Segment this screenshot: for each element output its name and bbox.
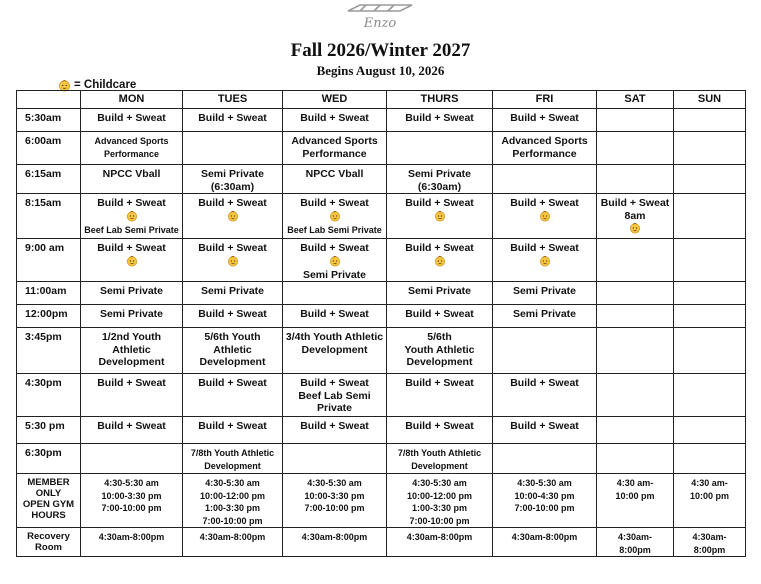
schedule-row	[17, 374, 746, 417]
class-label: Semi Private	[200, 285, 265, 297]
class-cell	[674, 417, 746, 444]
class-label: Beef Lab Semi Private	[287, 224, 382, 235]
class-label: Development	[199, 356, 266, 368]
class-label: 4:30-5:30 am	[205, 478, 260, 488]
class-cell	[81, 444, 183, 474]
class-cell	[387, 305, 493, 328]
schedule-row	[17, 444, 746, 474]
class-cell	[674, 165, 746, 194]
schedule-row	[17, 282, 746, 305]
day-header: SUN	[674, 91, 746, 109]
class-cell	[387, 109, 493, 132]
class-label: Semi Private	[512, 285, 577, 297]
time-label: 11:00am	[25, 285, 67, 297]
class-label: Development	[301, 343, 368, 356]
class-label: (6:30am)	[417, 180, 462, 193]
class-cell	[597, 132, 674, 165]
class-label: Build + Sweat	[198, 420, 267, 432]
class-label: 8:00pm	[693, 544, 726, 555]
class-cell	[674, 282, 746, 305]
class-cell	[493, 239, 597, 282]
day-header: FRI	[493, 91, 597, 109]
childcare-baby-icon	[389, 255, 490, 269]
class-label: Semi Private	[407, 168, 472, 180]
class-label: Advanced Sports	[291, 135, 378, 147]
class-cell	[183, 328, 283, 374]
time-label: 5:30am	[25, 112, 62, 124]
class-cell	[493, 109, 597, 132]
class-cell	[493, 374, 597, 417]
childcare-baby-icon	[599, 222, 671, 236]
class-cell	[283, 165, 387, 194]
class-label: 4:30-5:30 am	[517, 478, 572, 488]
class-label: Build + Sweat	[300, 420, 369, 432]
class-label: Development	[406, 356, 473, 368]
class-cell	[597, 109, 674, 132]
schedule-row	[17, 194, 746, 239]
schedule-row	[17, 528, 746, 557]
childcare-baby-icon	[495, 255, 594, 269]
class-label: Advanced Sports	[501, 135, 588, 147]
time-cell	[17, 444, 81, 474]
class-label: Build + Sweat	[405, 420, 474, 432]
class-cell	[183, 165, 283, 194]
time-cell	[17, 305, 81, 328]
time-label: 6:30pm	[25, 447, 62, 459]
class-label: 1:00-3:30 pm	[204, 503, 261, 513]
class-cell	[283, 194, 387, 239]
class-cell	[283, 239, 387, 282]
class-label: Build + Sweat	[97, 242, 166, 254]
schedule-row	[17, 417, 746, 444]
class-cell	[674, 528, 746, 557]
class-cell	[597, 305, 674, 328]
logo-script-text: Enzo	[363, 16, 397, 31]
class-cell	[81, 328, 183, 374]
class-cell	[387, 417, 493, 444]
class-cell	[183, 109, 283, 132]
time-label: 3:45pm	[25, 331, 62, 343]
class-cell	[674, 194, 746, 239]
class-cell	[81, 132, 183, 165]
time-cell	[17, 417, 81, 444]
time-label: 4:30pm	[25, 377, 62, 389]
class-label: Build + Sweat	[510, 377, 579, 389]
class-label: Private	[316, 402, 353, 414]
class-label: 4:30-5:30 am	[412, 478, 467, 488]
schedule-title: Fall 2026/Winter 2027	[290, 40, 471, 61]
class-cell	[81, 165, 183, 194]
schedule-row	[17, 239, 746, 282]
class-label: Build + Sweat	[510, 420, 579, 432]
class-cell	[81, 282, 183, 305]
class-label: 4:30am-8:00pm	[199, 532, 266, 542]
childcare-baby-icon	[495, 210, 594, 224]
class-cell	[183, 474, 283, 528]
class-cell	[597, 374, 674, 417]
class-label: Semi Private	[99, 308, 164, 320]
class-cell	[387, 444, 493, 474]
class-label: 10:00-4:30 pm	[514, 490, 575, 501]
time-label: 5:30 pm	[25, 420, 65, 432]
class-cell	[81, 417, 183, 444]
class-cell	[597, 528, 674, 557]
time-label: 12:00pm	[25, 308, 68, 320]
class-cell	[387, 474, 493, 528]
class-label: 7/8th Youth Athletic	[397, 448, 482, 458]
class-label: Athletic	[112, 343, 151, 356]
class-label: 7:00-10:00 pm	[514, 503, 575, 513]
schedule-row	[17, 165, 746, 194]
time-label: 8:15am	[25, 197, 62, 209]
class-label: Semi Private	[512, 308, 577, 320]
class-label: 4:30-5:30 am	[104, 478, 159, 488]
class-cell	[283, 132, 387, 165]
class-label: 4:30am-8:00pm	[301, 532, 368, 542]
class-cell	[387, 282, 493, 305]
class-label: Build + Sweat	[405, 242, 474, 254]
class-label: Build + Sweat	[198, 377, 267, 389]
class-cell	[387, 194, 493, 239]
class-label: 7:00-10:00 pm	[304, 503, 365, 513]
class-label: Build + Sweat	[300, 377, 369, 389]
class-cell	[183, 282, 283, 305]
class-cell	[674, 474, 746, 528]
day-header: SAT	[597, 91, 674, 109]
class-label: Youth Athletic	[404, 343, 475, 356]
class-label: Build + Sweat	[198, 308, 267, 320]
class-label: Build + Sweat	[510, 242, 579, 254]
class-cell	[493, 194, 597, 239]
class-label: Build + Sweat	[300, 112, 369, 124]
class-cell	[183, 194, 283, 239]
class-label: Build + Sweat	[405, 112, 474, 124]
class-label: Development	[98, 356, 165, 368]
class-label: 10:00 pm	[689, 490, 730, 501]
class-cell	[597, 444, 674, 474]
class-cell	[674, 305, 746, 328]
class-cell	[283, 474, 387, 528]
class-cell	[493, 132, 597, 165]
childcare-baby-icon	[185, 255, 280, 269]
class-cell	[493, 528, 597, 557]
class-label: Performance	[302, 147, 367, 160]
class-label: 7/8th Youth Athletic	[190, 448, 275, 458]
class-label: 10:00-3:30 pm	[101, 490, 162, 501]
class-cell	[81, 109, 183, 132]
time-label: MEMBER	[27, 477, 70, 488]
class-cell	[597, 239, 674, 282]
time-cell	[17, 282, 81, 305]
time-cell	[17, 374, 81, 417]
class-label: 4:30 am-	[691, 478, 728, 488]
class-label: 1:00-3:30 pm	[411, 503, 468, 513]
class-cell	[387, 328, 493, 374]
class-cell	[674, 109, 746, 132]
time-cell	[17, 165, 81, 194]
class-label: 10:00 pm	[615, 490, 655, 501]
time-cell	[17, 328, 81, 374]
class-cell	[387, 239, 493, 282]
time-label: ONLY	[35, 488, 62, 499]
class-label: Build + Sweat	[510, 112, 579, 124]
class-label: 5/6th Youth	[204, 331, 261, 343]
class-cell	[597, 474, 674, 528]
time-cell	[17, 194, 81, 239]
class-cell	[81, 474, 183, 528]
class-cell	[493, 328, 597, 374]
class-label: Build + Sweat	[97, 420, 166, 432]
class-label: 4:30am-8:00pm	[511, 532, 578, 542]
time-cell	[17, 474, 81, 528]
time-label: 9:00 am	[25, 242, 65, 254]
schedule-row	[17, 305, 746, 328]
class-label: 10:00-12:00 pm	[406, 490, 473, 501]
class-cell	[81, 239, 183, 282]
class-cell	[597, 417, 674, 444]
class-cell	[674, 239, 746, 282]
class-cell	[597, 282, 674, 305]
class-label: Build + Sweat	[97, 197, 166, 209]
class-label: Build + Sweat	[405, 197, 474, 209]
class-label: Build + Sweat	[300, 242, 369, 254]
class-label: 4:30am-8:00pm	[406, 532, 473, 542]
class-label: 8am	[624, 209, 646, 222]
class-cell	[674, 328, 746, 374]
class-label: Beef Lab Semi Private	[84, 224, 179, 235]
time-label: Room	[35, 542, 62, 553]
class-cell	[283, 328, 387, 374]
class-cell	[387, 165, 493, 194]
class-label: 3/4th Youth Athletic	[285, 331, 384, 343]
class-label: 4:30am-8:00pm	[98, 532, 165, 542]
class-label: Build + Sweat	[600, 197, 670, 209]
class-cell	[493, 444, 597, 474]
class-label: Build + Sweat	[198, 242, 267, 254]
class-label: 4:30am-	[692, 532, 727, 542]
class-cell	[183, 444, 283, 474]
class-cell	[387, 374, 493, 417]
class-cell	[283, 417, 387, 444]
class-label: 4:30am-	[617, 532, 653, 542]
class-label: 10:00-12:00 pm	[199, 490, 266, 501]
class-label: 7:00-10:00 pm	[101, 503, 162, 513]
class-label: 5/6th	[427, 331, 452, 343]
class-label: NPCC Vball	[305, 168, 364, 180]
day-header: MON	[81, 91, 183, 109]
class-label: Build + Sweat	[198, 197, 267, 209]
day-header: THURS	[387, 91, 493, 109]
childcare-baby-icon	[285, 255, 384, 269]
class-cell	[493, 305, 597, 328]
class-cell	[597, 328, 674, 374]
class-cell	[283, 109, 387, 132]
class-cell	[183, 374, 283, 417]
class-label: Semi Private	[99, 285, 164, 297]
corner-cell	[17, 91, 81, 109]
childcare-baby-icon	[389, 210, 490, 224]
legend-label: = Childcare	[74, 79, 137, 91]
childcare-baby-icon	[83, 210, 180, 224]
class-label: Beef Lab Semi	[298, 389, 371, 402]
class-cell	[674, 374, 746, 417]
class-cell	[283, 444, 387, 474]
header-row	[17, 91, 746, 109]
class-label: 7:00-10:00 pm	[409, 515, 470, 526]
class-cell	[183, 417, 283, 444]
schedule-row	[17, 109, 746, 132]
class-cell	[283, 305, 387, 328]
time-label: 6:00am	[25, 135, 62, 147]
class-cell	[183, 239, 283, 282]
class-label: 4:30 am-	[616, 478, 654, 488]
class-label: Semi Private	[200, 168, 265, 180]
class-cell	[674, 444, 746, 474]
class-label: Development	[204, 460, 261, 471]
time-label: OPEN GYM	[22, 499, 75, 510]
class-cell	[283, 374, 387, 417]
class-cell	[387, 132, 493, 165]
schedule-subtitle: Begins August 10, 2026	[316, 63, 445, 78]
class-cell	[283, 528, 387, 557]
time-label: 6:15am	[25, 168, 62, 180]
class-label: 4:30-5:30 am	[307, 478, 362, 488]
class-label: Development	[411, 460, 468, 471]
day-header: TUES	[183, 91, 283, 109]
class-cell	[493, 417, 597, 444]
class-label: Semi Private	[302, 268, 367, 281]
class-label: Performance	[103, 148, 160, 159]
class-cell	[283, 282, 387, 305]
time-cell	[17, 132, 81, 165]
class-label: Build + Sweat	[300, 308, 369, 320]
class-cell	[493, 282, 597, 305]
time-cell	[17, 109, 81, 132]
class-label: Advanced Sports	[94, 136, 169, 146]
class-cell	[183, 528, 283, 557]
brand-logo	[330, 2, 430, 32]
class-label: 1/2nd Youth	[101, 331, 162, 343]
class-label: Athletic	[213, 343, 252, 356]
class-cell	[81, 305, 183, 328]
childcare-baby-icon	[83, 255, 180, 269]
class-label: Build + Sweat	[97, 377, 166, 389]
class-cell	[183, 132, 283, 165]
class-cell	[81, 194, 183, 239]
class-cell	[597, 165, 674, 194]
class-cell	[81, 528, 183, 557]
time-cell	[17, 528, 81, 557]
time-label: HOURS	[31, 510, 66, 521]
class-label: Semi Private	[407, 285, 472, 297]
class-cell	[81, 374, 183, 417]
class-label: 8:00pm	[619, 544, 651, 555]
class-label: Build + Sweat	[300, 197, 369, 209]
time-label: Recovery	[27, 531, 70, 542]
class-label: NPCC Vball	[102, 168, 161, 180]
class-label: Build + Sweat	[405, 377, 474, 389]
class-cell	[183, 305, 283, 328]
class-label: 7:00-10:00 pm	[202, 515, 263, 526]
class-label: Build + Sweat	[97, 112, 166, 124]
schedule-row	[17, 132, 746, 165]
class-cell	[387, 528, 493, 557]
schedule-row	[17, 474, 746, 528]
schedule-row	[17, 328, 746, 374]
schedule-table	[16, 90, 746, 557]
time-cell	[17, 239, 81, 282]
childcare-baby-icon	[185, 210, 280, 224]
childcare-baby-icon	[285, 210, 384, 224]
class-label: Build + Sweat	[198, 112, 267, 124]
class-cell	[493, 474, 597, 528]
class-label: Build + Sweat	[405, 308, 474, 320]
class-label: 10:00-3:30 pm	[304, 490, 365, 501]
class-label: (6:30am)	[210, 180, 255, 193]
class-cell	[493, 165, 597, 194]
class-label: Build + Sweat	[510, 197, 579, 209]
day-header: WED	[283, 91, 387, 109]
class-cell	[597, 194, 674, 239]
class-label: Performance	[512, 147, 577, 160]
class-cell	[674, 132, 746, 165]
